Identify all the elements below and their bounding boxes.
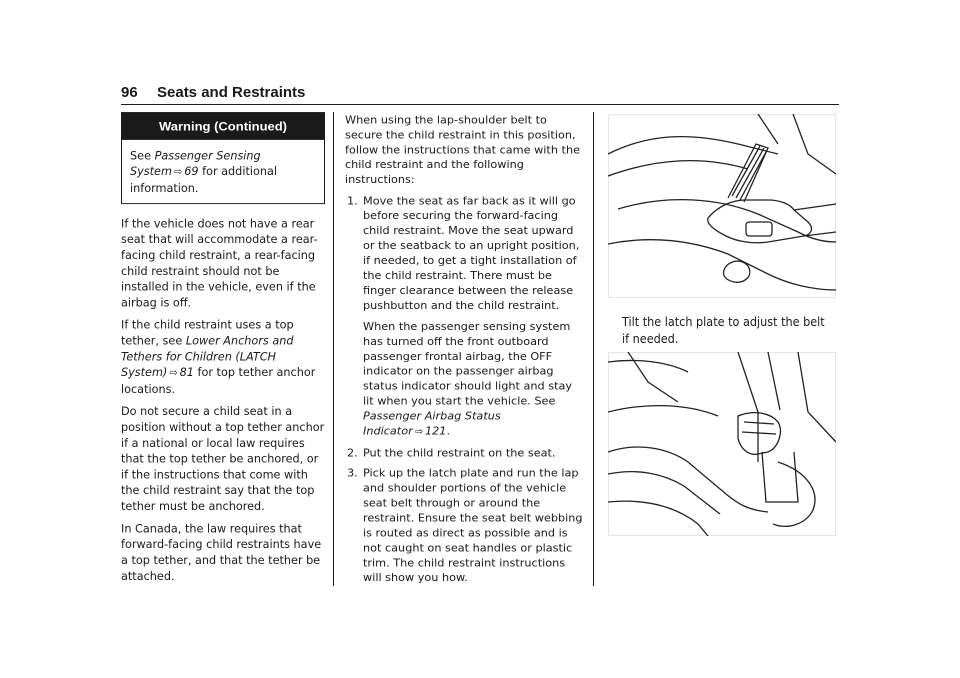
cross-reference: Lower Anchors and Tethers for Children (LATCH System) [121, 333, 294, 379]
column-divider [593, 112, 594, 586]
warning-text: See Passenger Sensing System ⇨ 69 for additional information. [130, 148, 277, 195]
paragraph: Do not secure a child seat in a position without a top tether anchor if a national or local law requires that the top tether be anchored, or if the instructions that come with the child restraint say that the top tether must be anchored. [121, 404, 325, 513]
step-text: Pick up the latch plate and run the lap and shoulder portions of the vehicle seat belt through or around the restraint. Ensure the seat belt webbing is routed as direct as possible and is not caught on seat handles or plastic trim. The child restraint instructions will show you how. [363, 466, 583, 584]
step-text: Move the seat as far back as it will go before securing the forward-facing child restraint. Move the seat upward or the seatback to an upright position, if needed, to get a tight installation of the child restraint. There must be finger clearance between the release pushbutton and the child restraint. [363, 193, 580, 312]
paragraph: If the child restraint uses a top tether, see Lower Anchors and Tethers for Children (LATCH System) ⇨ 81 for top tether anchor locations. [121, 317, 316, 396]
warning-title: Warning (Continued) [122, 113, 324, 140]
step-item [345, 445, 583, 460]
step-number: 3. [347, 466, 358, 480]
middle-column [345, 112, 583, 590]
paragraph: In Canada, the law requires that forward-facing child restraints have a top tether, and that the tether be attached. [121, 521, 322, 583]
step-text: Put the child restraint on the seat. [363, 445, 556, 460]
step-number: 2. [347, 445, 358, 460]
step-number: 1. [347, 193, 358, 207]
section-title: Seats and Restraints [157, 84, 306, 101]
page-number: 96 [121, 84, 138, 101]
cross-reference: Passenger Sensing System [130, 148, 261, 179]
seat-belt-illustration-2 [608, 352, 836, 536]
warning-box [121, 112, 325, 204]
step-item [345, 465, 583, 585]
step-note: When the passenger sensing system has turned off the front outboard passenger frontal airbag, the OFF indicator on the passenger airbag status indicator should light and stay lit when you start the vehicle. See Passenger Airbag Status Indicator ⇨ 121. [363, 319, 573, 438]
figure-caption: Tilt the latch plate to adjust the belt if needed. [622, 314, 825, 346]
step-item [345, 193, 583, 439]
cross-reference: Passenger Airbag Status Indicator [363, 409, 501, 438]
page-ref-arrow-icon: ⇨ [173, 165, 183, 179]
page-header [121, 86, 839, 105]
page-ref-arrow-icon: ⇨ [414, 425, 423, 438]
instruction-steps [345, 193, 583, 585]
left-column [121, 112, 325, 590]
column-divider [333, 112, 334, 586]
paragraph: When using the lap-shoulder belt to secure the child restraint in this position, follow the instructions that came with the child restraint and the following instructions: [345, 112, 580, 186]
page-ref-arrow-icon: ⇨ [169, 366, 178, 379]
seat-belt-illustration-1 [608, 114, 836, 298]
paragraph: If the vehicle does not have a rear seat that will accommodate a rear-facing child restraint, a rear-facing child restraint should not be installed in the vehicle, even if the airbag is off. [121, 216, 318, 310]
